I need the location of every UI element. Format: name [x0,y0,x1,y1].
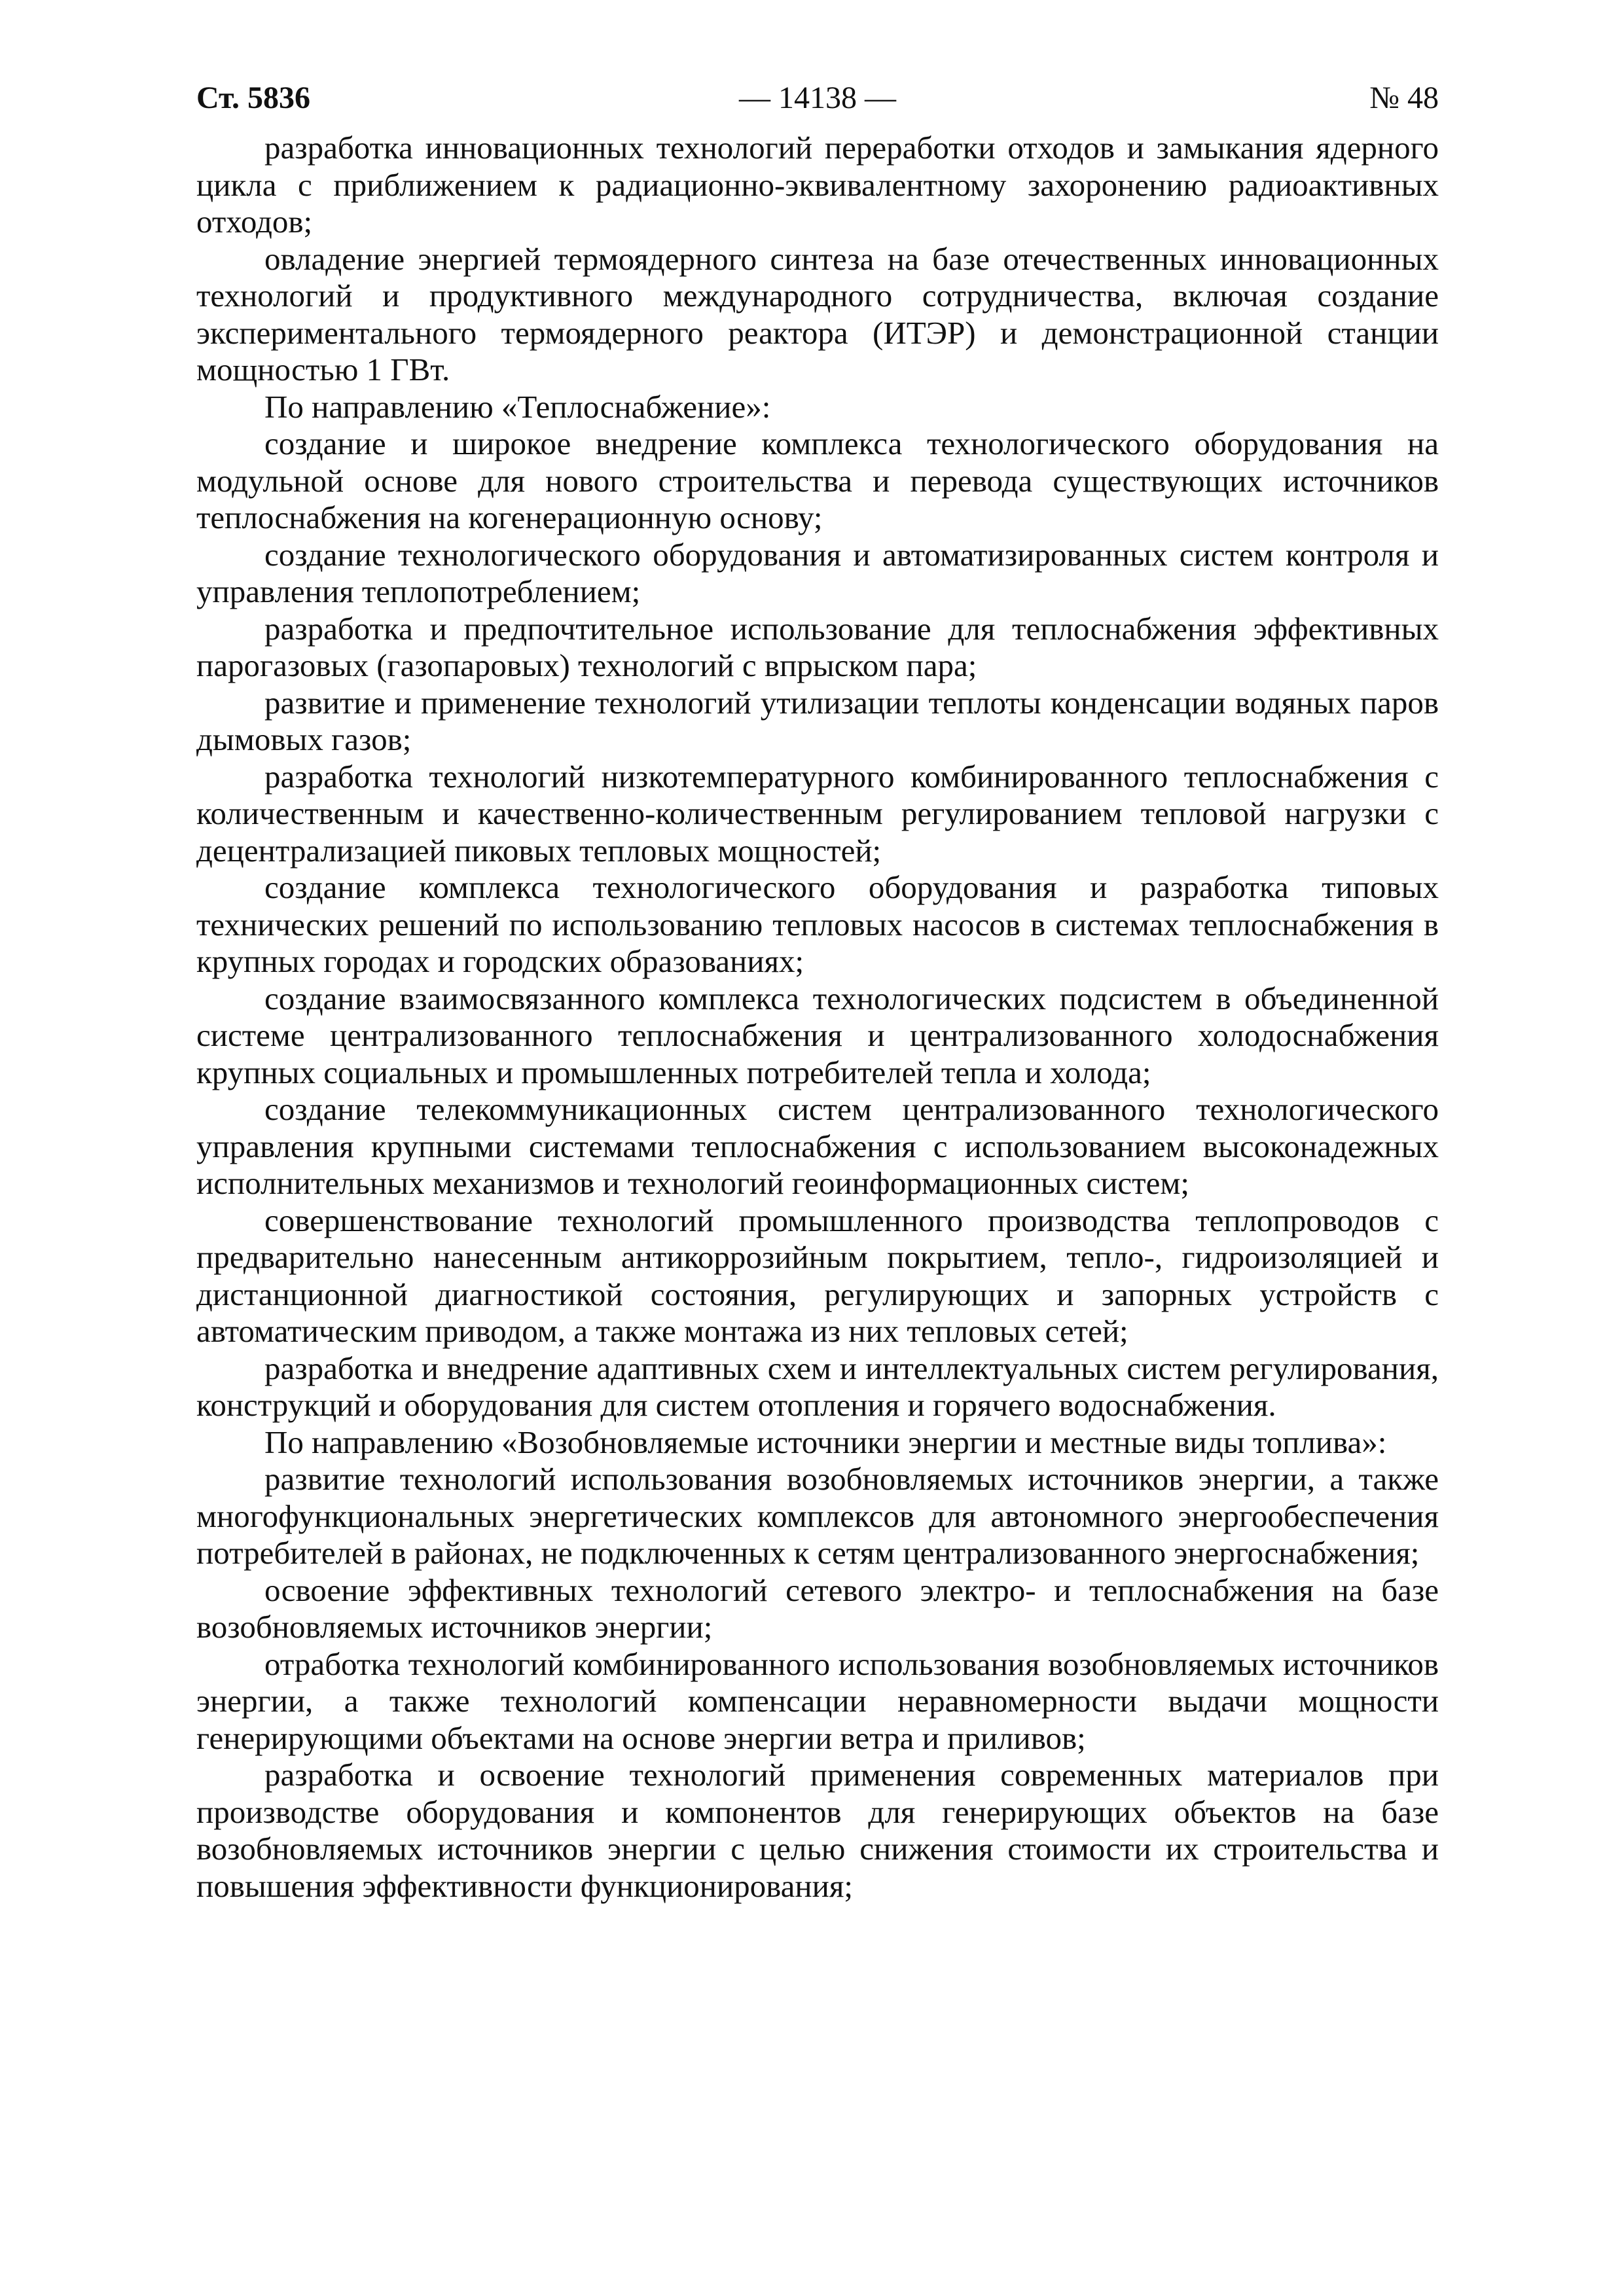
issue-number: № 48 [1369,81,1439,115]
document-page [196,72,1439,1905]
paragraph: создание взаимосвязанного комплекса технологических подсистем в объединенной системе централизованного теплоснабжения и централизованного холодоснабжения крупных социальных и промышленных потребителей тепла и холода; [196,980,1439,1090]
paragraph: освоение эффективных технологий сетевого электро- и теплоснабжения на базе возобновляемых источников энергии; [196,1571,1439,1645]
section-heading: По направлению «Теплоснабжение»: [264,388,771,425]
article-number: Ст. 5836 [196,81,310,115]
paragraph: разработка и предпочтительное использование для теплоснабжения эффективных парогазовых (газопаровых) технологий с впрыском пара; [196,610,1439,683]
paragraph: разработка технологий низкотемпературного комбинированного теплоснабжения с количественным и качественно-количественным регулированием тепловой нагрузки с децентрализацией пиковых тепловых мощностей; [196,758,1439,869]
paragraph: разработка и внедрение адаптивных схем и интеллектуальных систем регулирования, конструкций и оборудования для систем отопления и горячего водоснабжения. [196,1350,1439,1423]
paragraph: овладение энергией термоядерного синтеза на базе отечественных инновационных технологий и продуктивного международного сотрудничества, включая создание экспериментального термоядерного реактора (ИТЭР) и демонстрационной станции мощностью 1 ГВт. [196,240,1439,387]
paragraph: развитие и применение технологий утилизации теплоты конденсации водяных паров дымовых газов; [196,684,1439,757]
paragraph: разработка и освоение технологий применения современных материалов при производстве оборудования и компонентов для генерирующих объектов на базе возобновляемых источников энергии с целью снижения стоимости их строительства и повышения эффективности функционирования; [196,1757,1439,1904]
paragraph: создание телекоммуникационных систем централизованного технологического управления крупными системами теплоснабжения с использованием высоконадежных исполнительных механизмов и технологий геоинформационных систем; [196,1091,1439,1201]
paragraph: совершенствование технологий промышленного производства теплопроводов с предварительно нанесенным антикоррозийным покрытием, тепло-, гидроизоляцией и дистанционной диагностикой состояния, регулирующих и запорных устройств с автоматическим приводом, а также монтажа из них тепловых сетей; [196,1202,1439,1349]
page-header [196,72,1439,124]
paragraph: создание и широкое внедрение комплекса технологического оборудования на модульной основе для нового строительства и перевода существующих источников теплоснабжения на когенерационную основу; [196,425,1439,535]
paragraph: разработка инновационных технологий переработки отходов и замыкания ядерного цикла с приближением к радиационно-эквивалентному захоронению радиоактивных отходов; [196,130,1439,240]
paragraph: развитие технологий использования возобновляемых источников энергии, а также многофункциональных энергетических комплексов для автономного энергообеспечения потребителей в районах, не подключенных к сетям централизованного энергоснабжения; [196,1461,1439,1571]
paragraph: отработка технологий комбинированного использования возобновляемых источников энергии, а также технологий компенсации неравномерности выдачи мощности генерирующими объектами на основе энергии ветра и приливов; [196,1645,1439,1756]
section-heading: По направлению «Возобновляемые источники энергии и местные виды топлива»: [264,1424,1387,1460]
page-number: — 14138 — [739,81,896,115]
paragraph: создание технологического оборудования и автоматизированных систем контроля и управления теплопотреблением; [196,536,1439,609]
document-body [196,130,1439,1905]
paragraph: создание комплекса технологического оборудования и разработка типовых технических решений по использованию тепловых насосов в системах теплоснабжения в крупных городах и городских образованиях; [196,869,1439,979]
